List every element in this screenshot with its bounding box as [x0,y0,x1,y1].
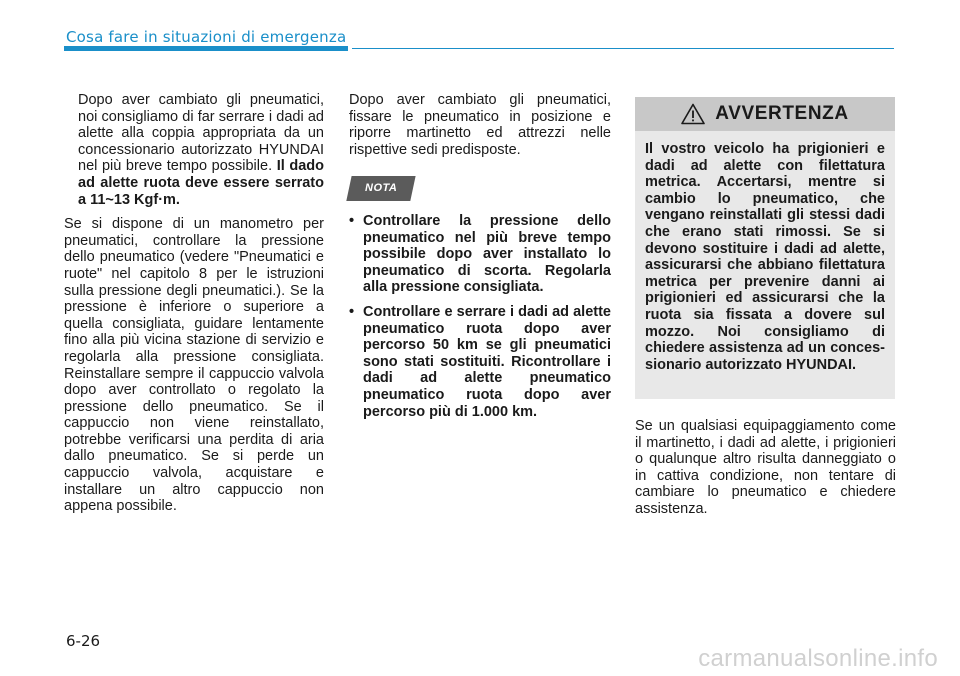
header-rule [352,48,894,49]
nota-list [349,213,611,420]
list-item: • Controllare la pressione dello pneumatico nel più breve tempo possibile dopo aver installato lo pneumatico di scorta. Regolarla alla pressione consigliata. [349,213,611,296]
warning-title: AVVERTENZA [715,103,849,124]
header-accent-bar [64,46,348,51]
torque-paragraph [64,92,324,208]
page-number: 6-26 [66,632,101,650]
warning-text: Il vostro veicolo ha prigionieri e dadi ad alette con filettatura metrica. Accertarsi, mentre si cambio lo pneumatico, che vengano reinstallati gli stessi dadi che erano stati rimossi. Se si devono sostituire i dadi ad alette, assicurarsi che abbiano filettatura metrica per prevenire danni ai prigionieri ed assicurarsi che la ruota sia fissata a dovere sul mozzo. Noi consigliamo di chiedere assistenza ad un conces-sionario autorizzato HYUNDAI. [645,141,885,373]
warning-box [635,97,895,399]
torque-text: Dopo aver cambiato gli pneumatici, noi consigliamo di far serrare i dadi ad alette alla coppia appropriata da un concessionario autorizzato HYUNDAI nel più breve tempo possibile. [78,92,324,175]
nota-badge [346,176,416,201]
equipment-paragraph: Se un qualsiasi equipaggiamento come il martinetto, i dadi ad alette, i prigionieri o qualunque altro risulta danneggiato o in cattiva condizione, non tentare di cambiare lo pneumatico e chiedere assistenza. [635,418,896,517]
column-right [635,418,896,526]
stow-paragraph: Dopo aver cambiato gli pneumatici, fissare le pneumatico in posizione e riporre martinetto ed attrezzi nelle rispettive sedi predisposte. [349,92,611,158]
nota-label: NOTA [365,182,398,195]
torque-spec: Il dado ad alette ruota deve essere serrato a 11~13 Kgf·m. [78,158,324,208]
column-left [64,92,324,523]
section-title: Cosa fare in situazioni di emergenza [66,28,347,46]
list-item: • Controllare e serrare i dadi ad alette pneumatico ruota dopo aver percorso 50 km se gli pneumatici sono stati sostituiti. Ricontrollare i dadi ad alette pneumatico pneumatico ruota dopo aver percorso più di 1.000 km. [349,304,611,420]
warning-header [635,97,895,131]
pressure-paragraph: Se si dispone di un manometro per pneumatici, controllare la pressione dello pneumatico (vedere "Pneumatici e ruote" nel capitolo 8 per le istruzioni sulla pressione degli pneumatici.). Se la pressione è inferiore o superiore a quella consigliata, guidare lentamente fino alla più vicina stazione di servizio e regolarla alla pressione consigliata. Reinstallare sempre il cappuccio valvola dopo aver controllato o regolato la pressione dello pneumatico. Se il cappuccio non viene reinstallato, potrebbe verificarsi una perdita di aria dallo pneumatico. Se si perde un cappuccio valvola, acquistare e installare un altro cappuccio non appena possibile. [64,216,324,515]
watermark: carmanualsonline.info [698,645,938,672]
column-middle [349,92,611,428]
warning-triangle-icon [681,103,705,125]
